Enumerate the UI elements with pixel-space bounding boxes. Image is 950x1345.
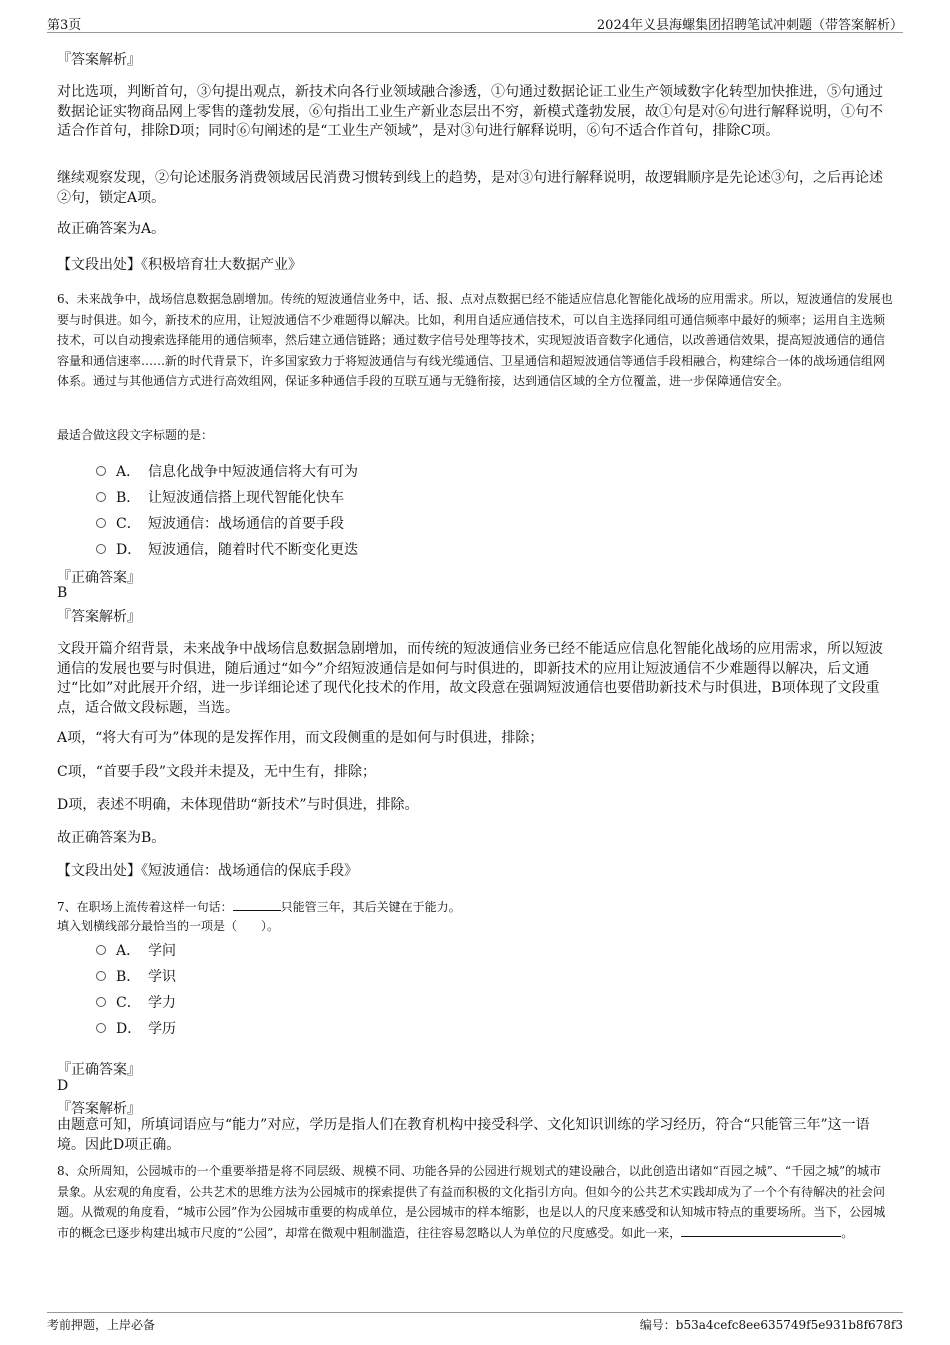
q6-analysis-p2: A项，“将大有可为”体现的是发挥作用，而文段侧重的是如何与时俱进，排除； <box>57 730 544 746</box>
q5-analysis-p1: 对比选项，判断首句，③句提出观点，新技术向各行业领域融合渗透，①句通过数据论证工业生产领域数字化转型加快推进，⑤句通过数据论证实物商品网上零售的蓬勃发展，⑥句指出工业生产新业态层出不穷，新模式蓬勃发展，故①句是对⑥句进行解释说明，①句不适合作首句，排除D项；同时⑥句阐述的是“工业生产领域”，是对③句进行解释说明，⑥句不适合作首句，排除C项。 <box>57 84 883 139</box>
q5-analysis-label: 『答案解析』 <box>57 52 141 68</box>
radio-icon[interactable] <box>96 997 106 1007</box>
q6-answer: B <box>57 585 68 601</box>
q6-source: 【文段出处】《短波通信：战场通信的保底手段》 <box>57 863 358 879</box>
q7-option-b[interactable]: B． 学识 <box>96 966 176 986</box>
q7-analysis: 由题意可知，所填词语应与“能力”对应，学历是指人们在教育机构中接受科学、文化知识训练的学习经历，符合“只能管三年”这一语境。因此D项正确。 <box>57 1117 870 1153</box>
q6-option-a[interactable]: A． 信息化战争中短波通信将大有可为 <box>96 461 358 481</box>
q6-option-b[interactable]: B． 让短波通信搭上现代智能化快车 <box>96 487 344 507</box>
document-id: 编号：b53a4cefc8ee635749f5e931b8f678f3 <box>639 1318 903 1332</box>
q7-option-d[interactable]: D． 学历 <box>96 1018 176 1038</box>
q5-analysis-p3: 故正确答案为A。 <box>57 221 166 237</box>
q6-option-c[interactable]: C． 短波通信：战场通信的首要手段 <box>96 513 344 533</box>
footer-slogan: 考前押题，上岸必备 <box>47 1318 156 1332</box>
q7-analysis-label: 『答案解析』 <box>57 1101 141 1117</box>
q6-option-d[interactable]: D． 短波通信，随着时代不断变化更迭 <box>96 539 358 559</box>
q7-answer-label: 『正确答案』 <box>57 1062 141 1078</box>
radio-icon[interactable] <box>96 1023 106 1033</box>
q7-answer: D <box>57 1078 69 1094</box>
radio-icon[interactable] <box>96 518 106 528</box>
page-header <box>47 12 903 33</box>
q6-analysis-p5: 故正确答案为B。 <box>57 830 166 846</box>
q6-analysis-p3: C项，“首要手段”文段并未提及，无中生有，排除； <box>57 764 377 780</box>
radio-icon[interactable] <box>96 466 106 476</box>
q7-option-c[interactable]: C． 学力 <box>96 992 176 1012</box>
radio-icon[interactable] <box>96 971 106 981</box>
q5-analysis-p2: 继续观察发现，②句论述服务消费领域居民消费习惯转到线上的趋势，是对③句进行解释说明，故逻辑顺序是先论述③句，之后再论述②句，锁定A项。 <box>57 170 883 206</box>
q6-answer-label: 『正确答案』 <box>57 570 141 586</box>
q6-stem: 6、未来战争中，战场信息数据急剧增加。传统的短波通信业务中，话、报、点对点数据已经不能适应信息化智能化战场的应用需求。所以，短波通信的发展也要与时俱进。如今，新技术的应用，让短波通信不少难题得以解决。比如，利用自适应通信技术，可以自主选择同组可通信频率中最好的频率；运用自主选频技术，可以自动搜索选择能用的通信频率，然后建立通信链路；通过数字信号处理等技术，实现短波语音数字化通信，以改善通信效果，提高短波通信的通信容量和通信速率……新的时代背景下，许多国家致力于将短波通信与有线光缆通信、卫星通信和超短波通信等通信手段相融合，构建综合一体的战场通信组网体系。通过与其他通信方式进行高效组网，保证多种通信手段的互联互通与无缝衔接，达到通信区域的全方位覆盖，进一步保障通信安全。 <box>57 292 893 388</box>
q6-question: 最适合做这段文字标题的是： <box>57 428 214 442</box>
page-footer <box>47 1312 903 1332</box>
q7-instruction: 填入划横线部分最恰当的一项是（ ）。 <box>57 919 280 933</box>
q6-analysis-p4: D项，表述不明确，未体现借助“新技术”与时俱进，排除。 <box>57 797 419 813</box>
q8-stem: 8、众所周知，公园城市的一个重要举措是将不同层级、规模不同、功能各异的公园进行规划式的建设融合，以此创造出诸如“百园之城”、“千园之城”的城市景象。从宏观的角度看，公共艺术的思维方法为公园城市的探索提供了有益而积极的文化指引方向。但如今的公共艺术实践却成为了一个个有待解决的社会问题。从微观的角度看，“城市公园”作为公园城市重要的构成单位，是公园城市的样本缩影，也是以人的尺度来感受和认知城市特点的重要场所。当下，公园城市的概念已逐步构建出城市尺度的“公园”，却常在微观中粗制滥造，往往容易忽略以人为单位的尺度感受。如此一来， 。 <box>57 1164 886 1240</box>
q6-analysis-p1: 文段开篇介绍背景，未来战争中战场信息数据急剧增加，而传统的短波通信业务已经不能适应信息化智能化战场的应用需求，所以短波通信的发展也要与时俱进，随后通过“如今”介绍短波通信是如何与时俱进的，即新技术的应用让短波通信不少难题得以解决，后文通过“比如”对此展开介绍，进一步详细论述了现代化技术的作用，故文段意在强调短波通信也要借助新技术与时俱进，B项体现了文段重点，适合做文段标题，当选。 <box>57 641 883 716</box>
radio-icon[interactable] <box>96 492 106 502</box>
document-title: 2024年义县海螺集团招聘笔试冲刺题（带答案解析） <box>596 18 903 33</box>
q7-stem: 7、在职场上流传着这样一句话： 只能管三年，其后关键在于能力。 <box>57 900 461 914</box>
q5-source: 【文段出处】《积极培育壮大数据产业》 <box>57 257 302 273</box>
q6-analysis-label: 『答案解析』 <box>57 609 141 625</box>
fill-blank <box>681 1224 841 1237</box>
fill-blank <box>233 898 281 911</box>
q7-option-a[interactable]: A． 学问 <box>96 940 176 960</box>
page-number: 第3页 <box>47 18 82 33</box>
radio-icon[interactable] <box>96 544 106 554</box>
radio-icon[interactable] <box>96 945 106 955</box>
